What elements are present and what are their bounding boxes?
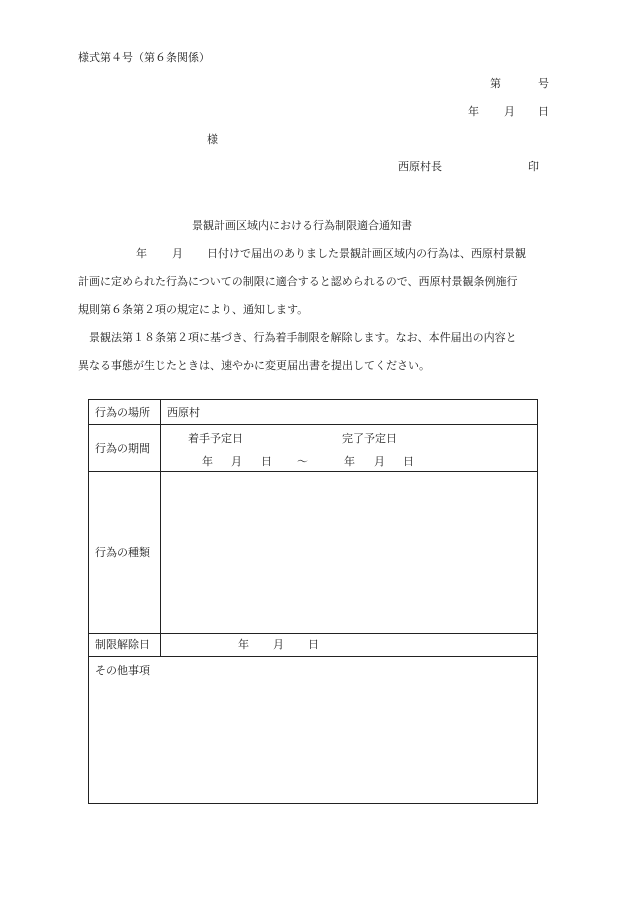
row-divider bbox=[89, 633, 537, 634]
start-day: 日 bbox=[261, 455, 272, 468]
number-go: 号 bbox=[538, 77, 549, 90]
addressee-suffix: 様 bbox=[207, 133, 218, 146]
release-year: 年 bbox=[238, 638, 249, 651]
para1-line2: 計画に定められた行為についての制限に適合すると認められるので、西原村景観条例施行 bbox=[78, 275, 518, 288]
para2-line1: 景観法第１８条第２項に基づき、行為着手制限を解除します。なお、本件届出の内容と bbox=[89, 331, 517, 344]
end-month: 月 bbox=[374, 455, 385, 468]
start-year: 年 bbox=[202, 455, 213, 468]
start-month: 月 bbox=[231, 455, 242, 468]
release-day: 日 bbox=[308, 638, 319, 651]
number-dai: 第 bbox=[490, 77, 501, 90]
label-column-divider bbox=[160, 400, 161, 656]
start-date-label: 着手予定日 bbox=[188, 432, 243, 445]
date-month: 月 bbox=[504, 105, 515, 118]
seal-mark: 印 bbox=[528, 160, 539, 173]
release-label: 制限解除日 bbox=[95, 638, 150, 651]
date-year: 年 bbox=[468, 105, 479, 118]
para2-line2: 異なる事態が生じたときは、速やかに変更届出書を提出してください。 bbox=[78, 359, 430, 372]
location-label: 行為の場所 bbox=[95, 406, 150, 419]
row-divider bbox=[89, 471, 537, 472]
location-value: 西原村 bbox=[167, 406, 200, 419]
end-year: 年 bbox=[344, 455, 355, 468]
para1-line1-text: 日付けで届出のありました景観計画区域内の行為は、西原村景観 bbox=[207, 247, 526, 260]
para1-year: 年 bbox=[136, 247, 147, 260]
release-month: 月 bbox=[273, 638, 284, 651]
para1-month: 月 bbox=[172, 247, 183, 260]
form-id: 様式第４号（第６条関係） bbox=[78, 51, 210, 64]
period-tilde: ～ bbox=[297, 455, 308, 468]
row-divider bbox=[89, 656, 537, 657]
other-label: その他事項 bbox=[95, 664, 150, 677]
document-title: 景観計画区域内における行為制限適合通知書 bbox=[192, 219, 412, 232]
period-label: 行為の期間 bbox=[95, 442, 150, 455]
type-label: 行為の種類 bbox=[95, 546, 150, 559]
form-table bbox=[88, 399, 538, 804]
end-date-label: 完了予定日 bbox=[342, 432, 397, 445]
end-day: 日 bbox=[403, 455, 414, 468]
date-day: 日 bbox=[538, 105, 549, 118]
issuer: 西原村長 bbox=[398, 160, 442, 173]
para1-line3: 規則第６条第２項の規定により、通知します。 bbox=[78, 303, 309, 316]
row-divider bbox=[89, 424, 537, 425]
